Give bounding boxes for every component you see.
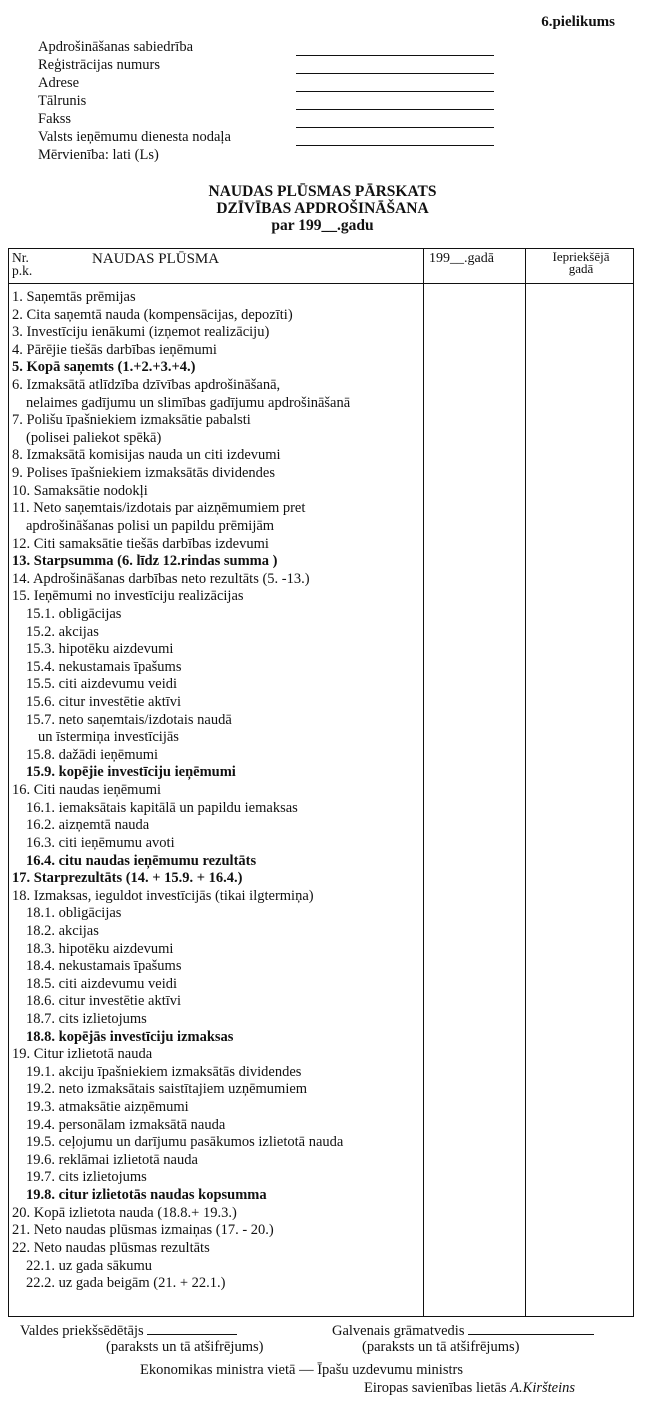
title-line-1: NAUDAS PLŪSMAS PĀRSKATS bbox=[208, 183, 437, 200]
title-line-2: DZĪVĪBAS APDROŠINĀŠANA bbox=[216, 200, 429, 217]
header-nr-line2: p.k. bbox=[12, 263, 33, 278]
table-row: 18.8. kopējās investīciju izmaksas bbox=[26, 1028, 234, 1045]
chair-signature bbox=[20, 1322, 263, 1355]
table-row: 18. Izmaksas, ieguldot investīcijās (tikai ilgtermiņa) bbox=[12, 887, 314, 904]
company-field-label: Reģistrācijas numurs bbox=[38, 57, 161, 73]
table-row: 4. Pārējie tiešās darbības ieņēmumi bbox=[12, 341, 217, 358]
company-field-blank[interactable] bbox=[296, 61, 494, 74]
header-prev-line1: Iepriekšējā bbox=[552, 249, 610, 264]
table-row: 19.2. neto izmaksātais saistītajiem uzņēmumiem bbox=[26, 1081, 308, 1098]
company-field bbox=[38, 92, 494, 110]
table-row: 18.1. obligācijas bbox=[26, 905, 122, 922]
table-row: 15.4. nekustamais īpašums bbox=[26, 658, 182, 675]
company-field bbox=[38, 56, 494, 74]
table-row: 22.1. uz gada sākumu bbox=[26, 1257, 153, 1274]
table-row: 19. Citur izlietotā nauda bbox=[12, 1046, 153, 1063]
table-row: 9. Polises īpašniekiem izmaksātās dividendes bbox=[12, 465, 275, 482]
accountant-note: (paraksts un tā atšifrējums) bbox=[362, 1339, 520, 1355]
company-field-label: Mērvienība: lati (Ls) bbox=[38, 147, 159, 163]
header-prev-line2: gadā bbox=[568, 261, 594, 276]
table-row: 2. Cita saņemtā nauda (kompensācijas, depozīti) bbox=[12, 306, 293, 323]
table-row: 7. Polišu īpašniekiem izmaksātie pabalsti bbox=[12, 412, 251, 429]
company-field bbox=[38, 128, 494, 146]
company-field-label: Fakss bbox=[38, 111, 72, 127]
column-divider bbox=[423, 249, 424, 1316]
annex-number: 6.pielikums bbox=[541, 14, 615, 30]
chair-label: Valdes priekšsēdētājs bbox=[20, 1323, 144, 1339]
footer-line-2 bbox=[364, 1380, 575, 1396]
table-row: 11. Neto saņemtais/izdotais par aizņēmumiem pret bbox=[12, 500, 306, 517]
table-row: un īstermiņa investīcijās bbox=[38, 729, 179, 746]
footer-line-1: Ekonomikas ministra vietā — Īpašu uzdevumu ministrs bbox=[140, 1362, 463, 1378]
company-field-label: Apdrošināšanas sabiedrība bbox=[38, 39, 194, 55]
table-row: 15.1. obligācijas bbox=[26, 605, 122, 622]
table-row: 6. Izmaksātā atlīdzība dzīvības apdrošināšanā, bbox=[12, 377, 281, 394]
table-row: 17. Starprezultāts (14. + 15.9. + 16.4.) bbox=[12, 870, 243, 887]
header-divider bbox=[9, 283, 633, 284]
table-row: nelaimes gadījumu un slimības gadījumu apdrošināšanā bbox=[26, 394, 351, 411]
table-row: 18.3. hipotēku aizdevumi bbox=[26, 940, 174, 957]
table-row: 18.2. akcijas bbox=[26, 922, 99, 939]
table-row: 1. Saņemtās prēmijas bbox=[12, 289, 136, 305]
table-row: 16.3. citi ieņēmumu avoti bbox=[26, 834, 175, 851]
header-current-year: 199__.gadā bbox=[429, 251, 494, 266]
table-row: 19.4. personālam izmaksātā nauda bbox=[26, 1116, 226, 1133]
company-field-blank[interactable] bbox=[296, 133, 494, 146]
table-row: 15.5. citi aizdevumu veidi bbox=[26, 676, 178, 693]
table-row: 10. Samaksātie nodokļi bbox=[12, 482, 148, 499]
table-row: 15.8. dažādi ieņēmumi bbox=[26, 746, 159, 763]
header-previous-year bbox=[529, 251, 633, 275]
table-row: (polisei paliekot spēkā) bbox=[26, 429, 162, 446]
accountant-signature bbox=[332, 1322, 594, 1355]
chair-signature-line[interactable] bbox=[147, 1322, 237, 1335]
table-row: 15.7. neto saņemtais/izdotais naudā bbox=[26, 711, 232, 728]
header-cash-flow: NAUDAS PLŪSMA bbox=[92, 251, 220, 267]
footer-name: A.Kiršteins bbox=[510, 1380, 576, 1396]
table-row: 13. Starpsumma (6. līdz 12.rindas summa ) bbox=[12, 553, 278, 570]
table-row: 22.2. uz gada beigām (21. + 22.1.) bbox=[26, 1275, 226, 1292]
table-row: 15.6. citur investētie aktīvi bbox=[26, 694, 182, 711]
table-row: 18.4. nekustamais īpašums bbox=[26, 958, 182, 975]
table-row: apdrošināšanas polisi un papildu prēmijām bbox=[26, 517, 275, 534]
company-field-label: Tālrunis bbox=[38, 93, 87, 109]
table-row: 16.1. iemaksātais kapitālā un papildu iemaksas bbox=[26, 799, 298, 816]
company-field-blank[interactable] bbox=[296, 43, 494, 56]
table-row: 19.1. akciju īpašniekiem izmaksātās dividendes bbox=[26, 1063, 302, 1080]
table-row: 19.5. ceļojumu un darījumu pasākumos izlietotā nauda bbox=[26, 1134, 344, 1151]
header-nr bbox=[12, 251, 32, 277]
table-row: 19.3. atmaksātie aizņēmumi bbox=[26, 1099, 189, 1116]
table-row: 19.8. citur izlietotās naudas kopsumma bbox=[26, 1187, 267, 1204]
table-row: 16. Citi naudas ieņēmumi bbox=[12, 782, 162, 799]
table-row: 3. Investīciju ienākumi (izņemot realizāciju) bbox=[12, 324, 270, 341]
table-row: 22. Neto naudas plūsmas rezultāts bbox=[12, 1239, 210, 1256]
accountant-signature-line[interactable] bbox=[468, 1322, 594, 1335]
column-divider bbox=[525, 249, 526, 1316]
header-nr-line1: Nr. bbox=[12, 250, 29, 265]
table-row: 16.2. aizņemtā nauda bbox=[26, 817, 150, 834]
table-row: 14. Apdrošināšanas darbības neto rezultāts (5. -13.) bbox=[12, 570, 310, 587]
footer-role: Eiropas savienības lietās bbox=[364, 1380, 507, 1396]
company-field-label: Adrese bbox=[38, 75, 80, 91]
table-row: 12. Citi samaksātie tiešās darbības izdevumi bbox=[12, 535, 269, 552]
table-row: 20. Kopā izlietota nauda (18.8.+ 19.3.) bbox=[12, 1204, 237, 1221]
table-row: 15.2. akcijas bbox=[26, 623, 99, 640]
table-row: 21. Neto naudas plūsmas izmaiņas (17. - 20.) bbox=[12, 1222, 274, 1239]
company-fields bbox=[38, 38, 494, 164]
company-field-blank[interactable] bbox=[296, 115, 494, 128]
report-title bbox=[0, 183, 645, 234]
table-row: 16.4. citu naudas ieņēmumu rezultāts bbox=[26, 852, 257, 869]
table-row: 18.5. citi aizdevumu veidi bbox=[26, 975, 178, 992]
company-field-blank[interactable] bbox=[296, 97, 494, 110]
table-rows bbox=[12, 289, 350, 1293]
cash-flow-table bbox=[8, 248, 634, 1317]
company-field bbox=[38, 110, 494, 128]
company-field bbox=[38, 146, 494, 164]
chair-note: (paraksts un tā atšifrējums) bbox=[106, 1339, 264, 1355]
table-row: 15.3. hipotēku aizdevumi bbox=[26, 641, 174, 658]
table-row: 8. Izmaksātā komisijas nauda un citi izdevumi bbox=[12, 447, 281, 464]
table-row: 19.6. reklāmai izlietotā nauda bbox=[26, 1151, 198, 1168]
table-row: 18.6. citur investētie aktīvi bbox=[26, 993, 182, 1010]
title-line-3: par 199__.gadu bbox=[271, 217, 374, 234]
accountant-label: Galvenais grāmatvedis bbox=[332, 1323, 465, 1339]
table-row: 19.7. cits izlietojums bbox=[26, 1169, 147, 1186]
table-row: 15.9. kopējie investīciju ieņēmumi bbox=[26, 764, 236, 781]
table-row: 15. Ieņēmumi no investīciju realizācijas bbox=[12, 588, 244, 605]
table-row: 18.7. cits izlietojums bbox=[26, 1010, 147, 1027]
table-row: 5. Kopā saņemts (1.+2.+3.+4.) bbox=[12, 359, 196, 376]
company-field bbox=[38, 38, 494, 56]
company-field bbox=[38, 74, 494, 92]
company-field-label: Valsts ieņēmumu dienesta nodaļa bbox=[38, 129, 231, 145]
company-field-blank[interactable] bbox=[296, 79, 494, 92]
